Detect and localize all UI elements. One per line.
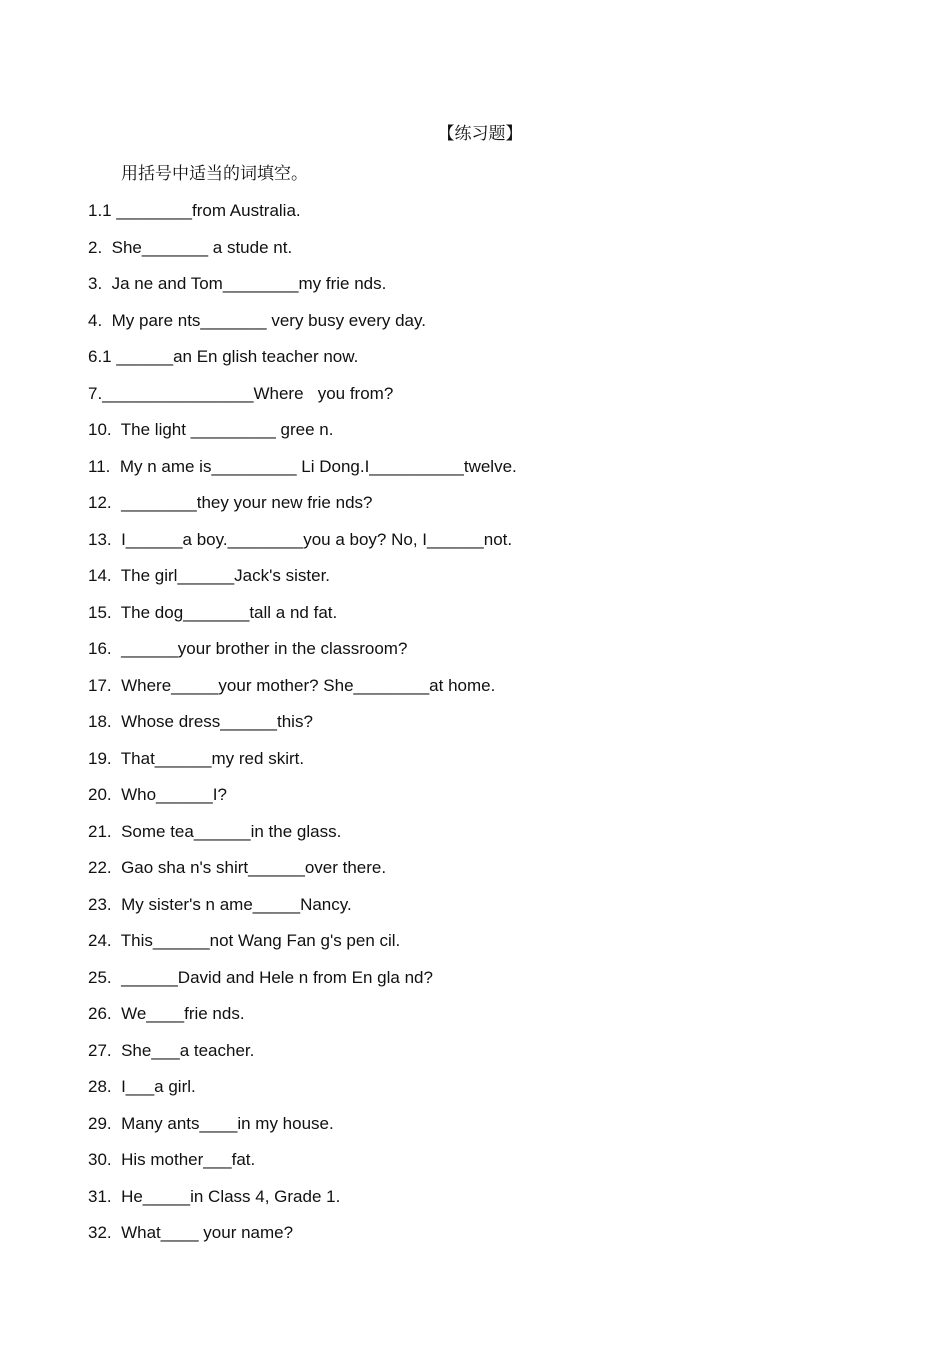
- question-item: 14. The girl______Jack's sister.: [88, 566, 331, 585]
- question-list: [88, 199, 517, 1258]
- page-title: 【练习题】: [437, 124, 523, 144]
- question-item: 23. My sister's n ame_____Nancy.: [88, 894, 352, 914]
- question-item: 30. His mother___fat.: [88, 1150, 256, 1169]
- question-item: 1.1 ________from Australia.: [88, 201, 301, 220]
- question-item: 31. He_____in Class 4, Grade 1.: [88, 1186, 341, 1206]
- question-item: 16. ______your brother in the classroom?: [88, 639, 408, 658]
- question-item: 17. Where_____your mother? She________at home.: [88, 675, 496, 695]
- question-item: 22. Gao sha n's shirt______over there.: [88, 858, 387, 877]
- question-item: 29. Many ants____in my house.: [88, 1113, 334, 1133]
- question-item: 13. I______a boy.________you a boy? No, I______not.: [88, 529, 513, 549]
- question-item: 11. My n ame is_________ Li Dong.I__________twelve.: [88, 456, 517, 476]
- question-item: 32. What____ your name?: [88, 1223, 294, 1242]
- question-item: 26. We____frie nds.: [88, 1004, 245, 1023]
- question-item: 19. That______my red skirt.: [88, 748, 305, 768]
- question-item: 4. My pare nts_______ very busy every day.: [88, 310, 426, 330]
- question-item: 21. Some tea______in the glass.: [88, 821, 342, 841]
- question-item: 10. The light _________ gree n.: [88, 420, 334, 439]
- question-item: 24. This______not Wang Fan g's pen cil.: [88, 931, 401, 950]
- instruction-text: 用括号中适当的词填空。: [121, 164, 308, 184]
- question-item: 20. Who______I?: [88, 785, 227, 804]
- question-item: 18. Whose dress______this?: [88, 712, 313, 731]
- question-item: 27. She___a teacher.: [88, 1040, 255, 1060]
- question-item: 3. Ja ne and Tom________my frie nds.: [88, 274, 387, 293]
- question-item: 2. She_______ a stude nt.: [88, 237, 293, 257]
- question-item: 7.________________Where you from?: [88, 383, 394, 403]
- question-item: 6.1 ______an En glish teacher now.: [88, 347, 359, 366]
- question-item: 12. ________they your new frie nds?: [88, 493, 373, 512]
- question-item: 25. ______David and Hele n from En gla nd?: [88, 967, 433, 987]
- question-item: 28. I___a girl.: [88, 1077, 196, 1096]
- question-item: 15. The dog_______tall a nd fat.: [88, 602, 338, 622]
